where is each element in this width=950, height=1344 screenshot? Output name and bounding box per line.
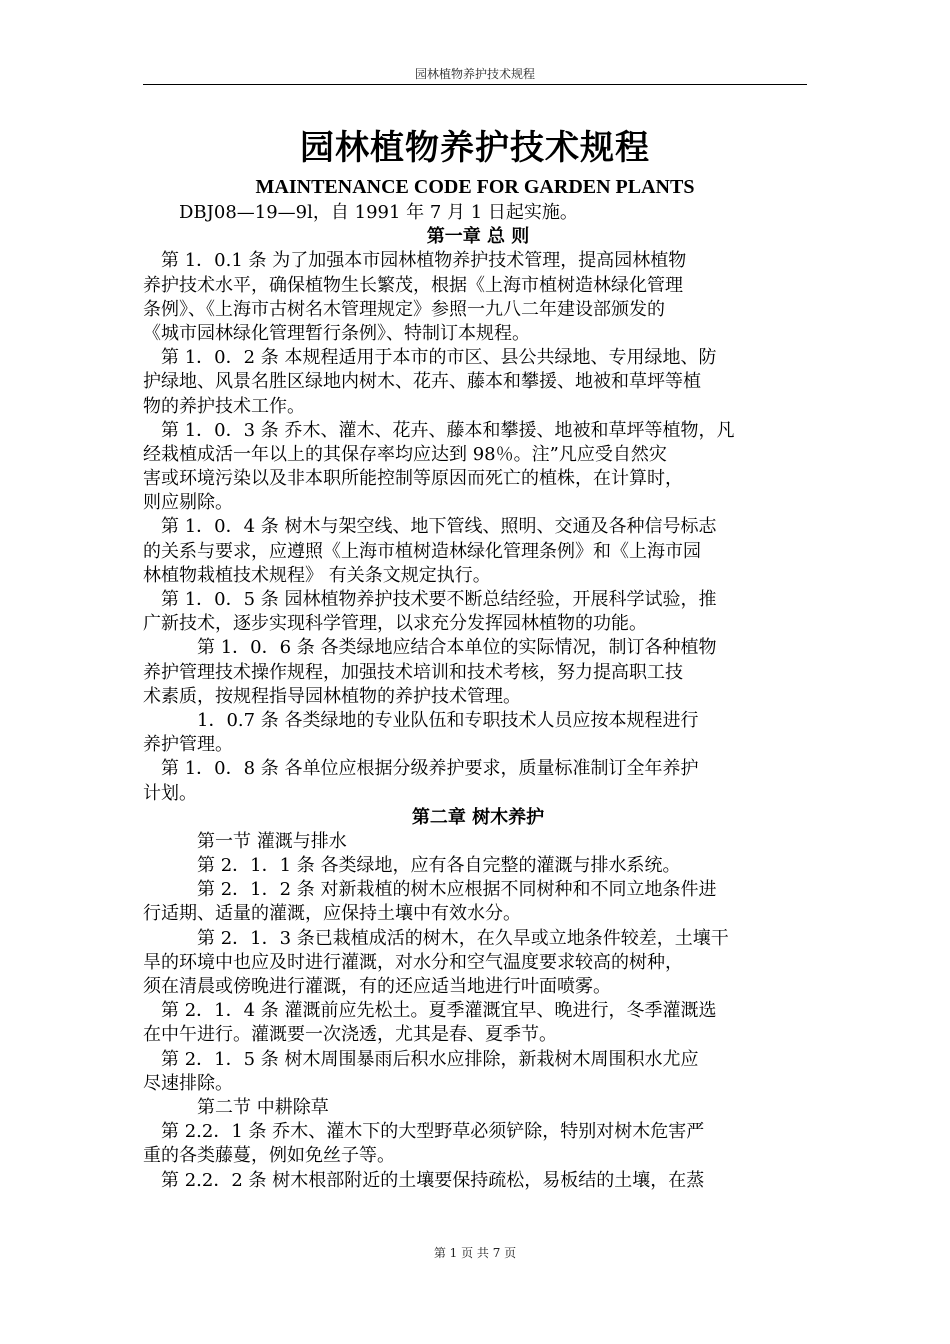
- paragraph-line: 第 1．0．3 条 乔木、灌木、花卉、藤本和攀援、地被和草坪等植物，凡: [143, 419, 735, 441]
- paragraph-line: 的关系与要求，应遵照《上海市植树造林绿化管理条例》和《上海市园: [143, 540, 701, 562]
- chapter-heading: 第一章 总 则: [426, 226, 530, 248]
- paragraph-line: 第 2．1．1 条 各类绿地，应有各自完整的灌溉与排水系统。: [143, 855, 681, 877]
- paragraph-line: 物的养护技术工作。: [143, 395, 305, 417]
- document-title: 园林植物养护技术规程: [300, 128, 650, 168]
- chapter-heading: 第二章 树木养护: [411, 806, 545, 828]
- paragraph-line: DBJ08—19—9l，自 1991 年 7 月 1 日起实施。: [143, 202, 578, 223]
- running-header: 园林植物养护技术规程: [414, 67, 535, 81]
- paragraph-line: 第 2．1．2 条 对新栽植的树木应根据不同树种和不同立地条件进: [143, 879, 717, 901]
- paragraph-line: 养护技术水平，确保植物生长繁茂，根据《上海市植树造林绿化管理: [143, 274, 683, 296]
- document-body: [143, 201, 813, 1193]
- document-subtitle: MAINTENANCE CODE FOR GARDEN PLANTS: [255, 176, 695, 198]
- paragraph-line: 第 2．1．3 条已栽植成活的树木，在久旱或立地条件较差，土壤干: [143, 927, 729, 949]
- paragraph-line: 害或环境污染以及非本职所能控制等原因而死亡的植株，在计算时，: [143, 468, 683, 490]
- paragraph-line: 术素质，按规程指导园林植物的养护技术管理。: [143, 685, 521, 707]
- paragraph-line: 第 2．1．5 条 树木周围暴雨后积水应排除，新栽树木周围积水尤应: [143, 1048, 699, 1070]
- paragraph-line: 第 1．0．6 条 各类绿地应结合本单位的实际情况，制订各种植物: [143, 637, 717, 659]
- paragraph-line: 计划。: [143, 782, 197, 804]
- paragraph-line: 养护管理。: [143, 734, 233, 756]
- paragraph-line: 养护管理技术操作规程，加强技术培训和技术考核，努力提高职工技: [143, 661, 683, 683]
- paragraph-line: 条例》、《上海市古树名木管理规定》参照一九八二年建设部颁发的: [143, 298, 665, 320]
- paragraph-line: 第 2.2．1 条 乔木、灌木下的大型野草必须铲除，特别对树木危害严: [143, 1121, 705, 1143]
- paragraph-line: 第 2.2．2 条 树木根部附近的土壤要保持疏松，易板结的土壤，在蒸: [143, 1169, 705, 1191]
- paragraph-line: 经栽植成活一年以上的其保存率均应达到 98％。注”凡应受自然灾: [143, 443, 667, 465]
- paragraph-line: 须在清晨或傍晚进行灌溉，有的还应适当地进行叶面喷雾。: [143, 976, 611, 997]
- page-indicator: 第 1 页 共 7 页: [433, 1246, 517, 1260]
- paragraph-line: 1．0.7 条 各类绿地的专业队伍和专职技术人员应按本规程进行: [143, 709, 699, 731]
- paragraph-line: 旱的环境中也应及时进行灌溉，对水分和空气温度要求较高的树种，: [143, 951, 683, 973]
- paragraph-line: 第 2．1．4 条 灌溉前应先松土。夏季灌溉宜早、晚进行，冬季灌溉选: [143, 1000, 717, 1022]
- paragraph-line: 第 1．0.1 条 为了加强本市园林植物养护技术管理，提高园林植物: [143, 250, 687, 272]
- paragraph-line: 林植物栽植技术规程》 有关条文规定执行。: [143, 564, 491, 586]
- paragraph-line: 护绿地、风景名胜区绿地内树木、花卉、藤本和攀援、地被和草坪等植: [143, 371, 701, 393]
- paragraph-line: 广新技术，逐步实现科学管理，以求充分发挥园林植物的功能。: [143, 613, 647, 635]
- paragraph-line: 第二节 中耕除草: [143, 1096, 329, 1118]
- paragraph-line: 行适期、适量的灌溉，应保持土壤中有效水分。: [143, 903, 521, 925]
- paragraph-line: 第 1．0．8 条 各单位应根据分级养护要求，质量标准制订全年养护: [143, 758, 699, 780]
- paragraph-line: 尽速排除。: [143, 1072, 233, 1094]
- header-divider: [143, 84, 807, 85]
- paragraph-line: 第 1．0．2 条 本规程适用于本市的市区、县公共绿地、专用绿地、防: [143, 347, 717, 369]
- paragraph-line: 在中午进行。灌溉要一次浇透，尤其是春、夏季节。: [143, 1024, 557, 1046]
- paragraph-line: 重的各类藤蔓，例如免丝子等。: [143, 1145, 395, 1167]
- paragraph-line: 第 1．0．4 条 树木与架空线、地下管线、照明、交通及各种信号标志: [143, 516, 717, 538]
- paragraph-line: 则应剔除。: [143, 492, 233, 514]
- paragraph-line: 第 1．0．5 条 园林植物养护技术要不断总结经验，开展科学试验，推: [143, 589, 717, 610]
- paragraph-line: 《城市园林绿化管理暂行条例》、特制订本规程。: [143, 322, 530, 344]
- paragraph-line: 第一节 灌溉与排水: [143, 830, 347, 852]
